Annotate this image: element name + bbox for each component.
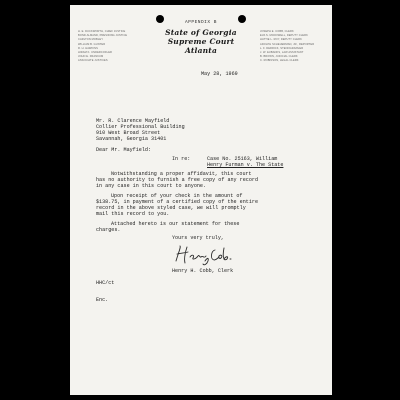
paragraph-line: has no authority to furnish a free copy of any record <box>96 176 259 183</box>
clerk-name: C. ROBINSON, LEGAL CLERK <box>260 59 299 63</box>
letter-page <box>70 5 332 395</box>
clerks-list <box>260 30 324 64</box>
letterhead-line: Supreme Court <box>167 36 235 46</box>
paragraph-line: Upon receipt of your check in the amount of <box>111 193 243 199</box>
enclosure-note: Enc. <box>96 297 109 303</box>
re-case-number: Case No. 25163, William <box>207 156 278 162</box>
paragraph-line: charges. <box>96 226 121 233</box>
justice-name: ASSOCIATE JUSTICES <box>78 59 108 63</box>
clerk-name: B. BROWN, JUDICIAL CLERK <box>260 55 298 59</box>
clerk-name: ADOLPH SCHEUERMAN, JR., REPORTER <box>260 42 315 46</box>
re-case-parties: Henry Furman v. The State <box>207 162 284 168</box>
paragraph-line: Attached hereto is our statement for these <box>111 221 240 227</box>
letter-date: May 28, 1969 <box>201 71 238 77</box>
body-paragraph <box>96 172 258 190</box>
salutation: Dear Mr. Mayfield: <box>96 147 152 153</box>
paragraph-line: Notwithstanding a proper affidavit, this court <box>111 171 252 177</box>
address-line: Savannah, Georgia 31401 <box>96 135 167 142</box>
closing: Yours very truly, <box>172 235 224 241</box>
address-line: Mr. R. Clarence Mayfield <box>96 118 170 124</box>
handwritten-signature <box>173 243 233 267</box>
clerk-name: J. W. EUBANKS, LAW ASSISTANT <box>260 51 304 55</box>
justice-name: WILLIAM B. GUNTER <box>78 42 106 46</box>
clerk-name: EVA S. MCDOWELL, DEPUTY CLERK <box>260 34 308 38</box>
body-paragraph <box>96 222 239 234</box>
recipient-address <box>96 119 185 143</box>
typist-initials: HHC/ct <box>96 280 115 286</box>
clerk-name: HATTIE L. ROY, DEPUTY CLERK <box>260 38 302 42</box>
letterhead-line: State of Georgia <box>165 28 237 37</box>
paragraph-line: mail this record to you. <box>96 210 170 217</box>
address-line: Collier Professional Building <box>96 123 185 130</box>
justice-name: JOHN E. FRANKUM <box>78 55 104 59</box>
justice-name: HIRAM K. UNDERCOFLER <box>78 51 112 55</box>
justice-name: H. E. DUCKWORTH, CHIEF JUSTICE <box>78 30 126 33</box>
paragraph-line: in any case in this court to anyone. <box>96 182 207 189</box>
justice-name: CARLTON MOBLEY <box>78 38 104 42</box>
clerk-name: L. F. DERRICK, STENOGRAPHER <box>260 46 304 50</box>
justice-name: BOND ALMAND, PRESIDING JUSTICE <box>78 34 128 38</box>
letterhead-line: Atlanta <box>184 45 218 55</box>
clerk-name: JOSEPH E. COBB, CLERK <box>260 30 294 33</box>
signer-name: Henry H. Cobb, Clerk <box>172 268 234 274</box>
justice-name: R. H. HAWKINS <box>78 46 98 50</box>
body-paragraph <box>96 194 258 218</box>
re-label: In re: <box>172 156 191 162</box>
appendix-label: APPENDIX B <box>184 20 217 25</box>
address-line: 910 West Broad Street <box>96 129 161 136</box>
paragraph-line: $138.75, in payment of a certified copy of the entire <box>96 198 259 205</box>
paragraph-line: record in the above styled case, we will promptly <box>96 204 246 211</box>
